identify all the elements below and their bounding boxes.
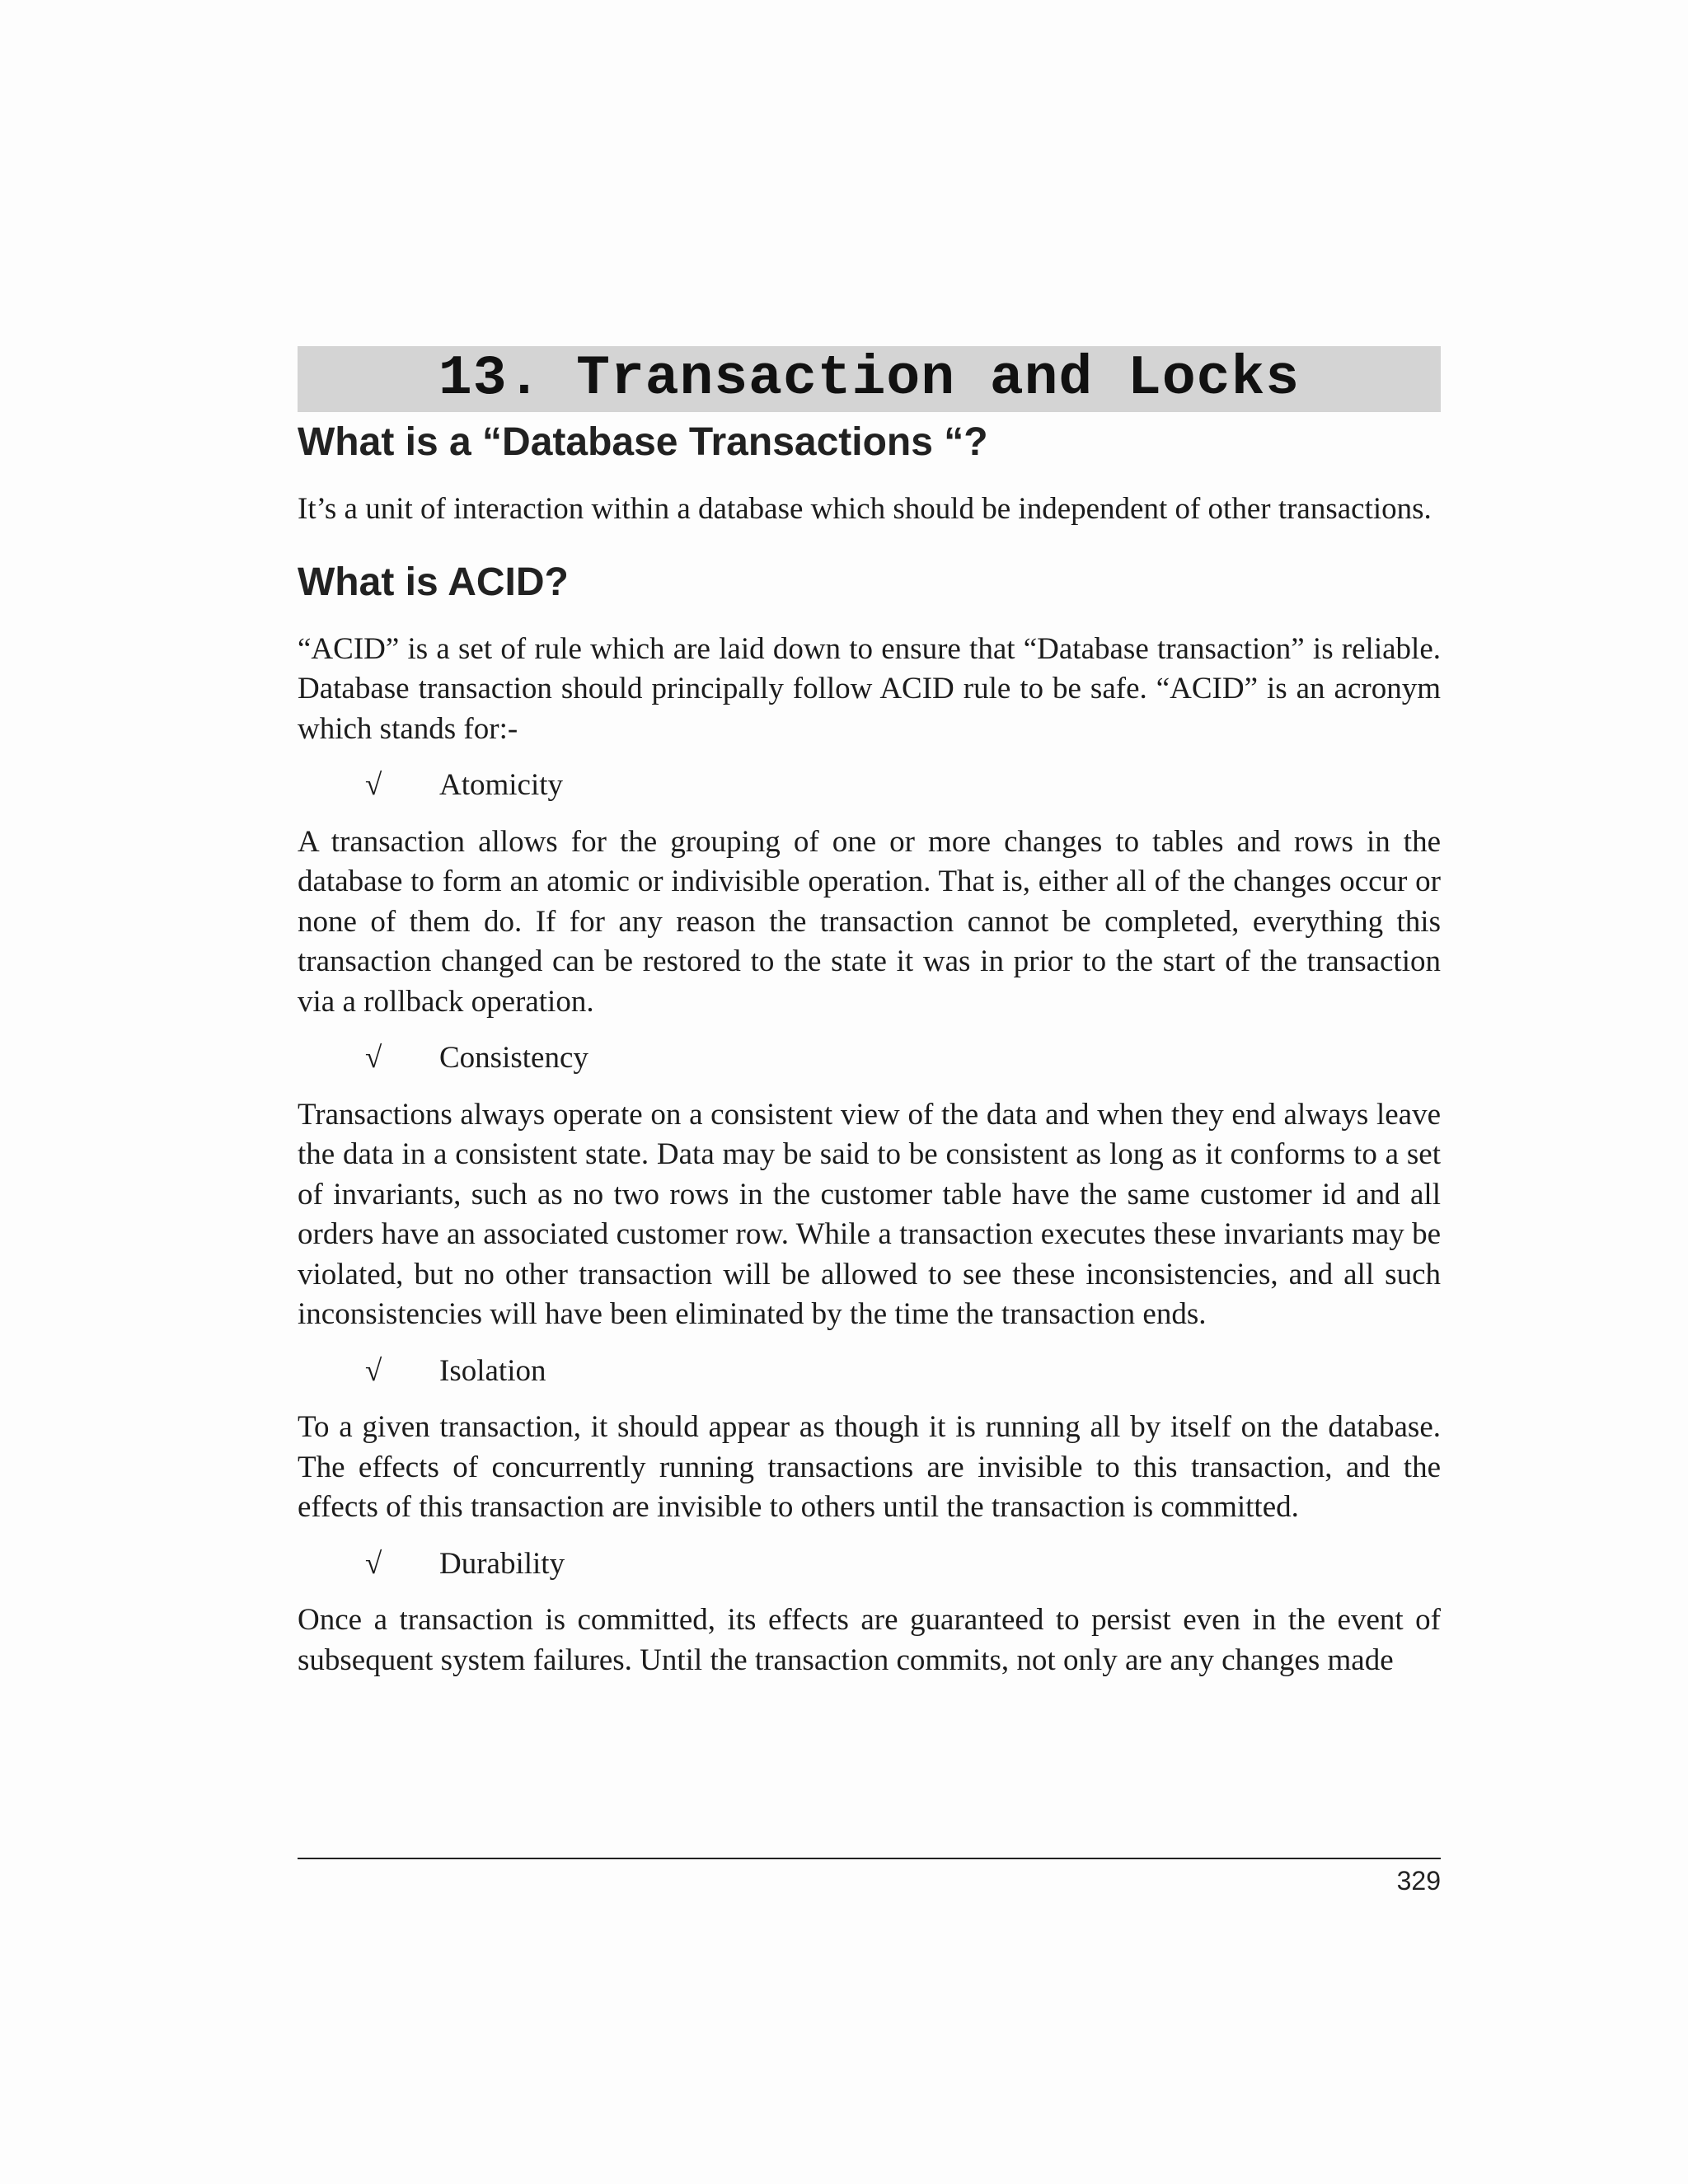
paragraph-isolation: To a given transaction, it should appear as though it is running all by itself on the database. The effects of concurrently running transactions are invisible to this transaction, and the effects of this transaction are invisible to others until the transaction is committed. — [298, 1410, 1441, 1525]
bullet-consistency — [298, 1038, 1441, 1079]
paragraph-transactions: It’s a unit of interaction within a database which should be independent of other transactions. — [298, 491, 1432, 526]
paragraph-durability: Once a transaction is committed, its effects are guaranteed to persist even in the event of subsequent system failures. Until the transaction commits, not only are any changes made — [298, 1603, 1441, 1677]
bullet-label-durability: Durability — [439, 1546, 565, 1581]
bullet-label-isolation: Isolation — [439, 1353, 546, 1388]
footer-rule — [298, 1858, 1441, 1859]
checkmark-icon: √ — [365, 1041, 382, 1076]
page-content — [298, 346, 1441, 1680]
paragraph-acid-intro: “ACID” is a set of rule which are laid down to ensure that “Database transaction” is reliable. Database transaction should principally follow ACID rule to be safe. “ACID” is an acronym which stands for:- — [298, 631, 1441, 746]
bullet-label-atomicity: Atomicity — [439, 768, 564, 803]
section-heading-transactions: What is a “Database Transactions “? — [298, 420, 988, 464]
bullet-atomicity — [298, 766, 1441, 806]
checkmark-icon: √ — [365, 768, 382, 803]
paragraph-atomicity: A transaction allows for the grouping of one or more changes to tables and rows in the database to form an atomic or indivisible operation. That is, either all of the changes occur or none of them do. If for any reason the transaction cannot be completed, everything this transaction changed can be restored to the state it was in prior to the start of the transaction via a rollback operation. — [298, 824, 1441, 1019]
chapter-title: 13. Transaction and Locks — [438, 347, 1301, 410]
paragraph-consistency: Transactions always operate on a consistent view of the data and when they end always leave the data in a consistent state. Data may be said to be consistent as long as it conforms to a set of invariants, such as no two rows in the customer table have the same customer id and all orders have an associated customer row. While a transaction executes these invariants may be violated, but no other transaction will be allowed to see these inconsistencies, and all such inconsistencies will have been eliminated by the time the transaction ends. — [298, 1097, 1441, 1332]
bullet-durability — [298, 1544, 1441, 1585]
bullet-isolation — [298, 1352, 1441, 1392]
section-heading-acid: What is ACID? — [298, 560, 569, 605]
checkmark-icon: √ — [365, 1353, 382, 1388]
chapter-title-band — [298, 346, 1441, 412]
checkmark-icon: √ — [365, 1546, 382, 1581]
page-number: 329 — [1396, 1866, 1441, 1896]
bullet-label-consistency: Consistency — [439, 1041, 588, 1076]
